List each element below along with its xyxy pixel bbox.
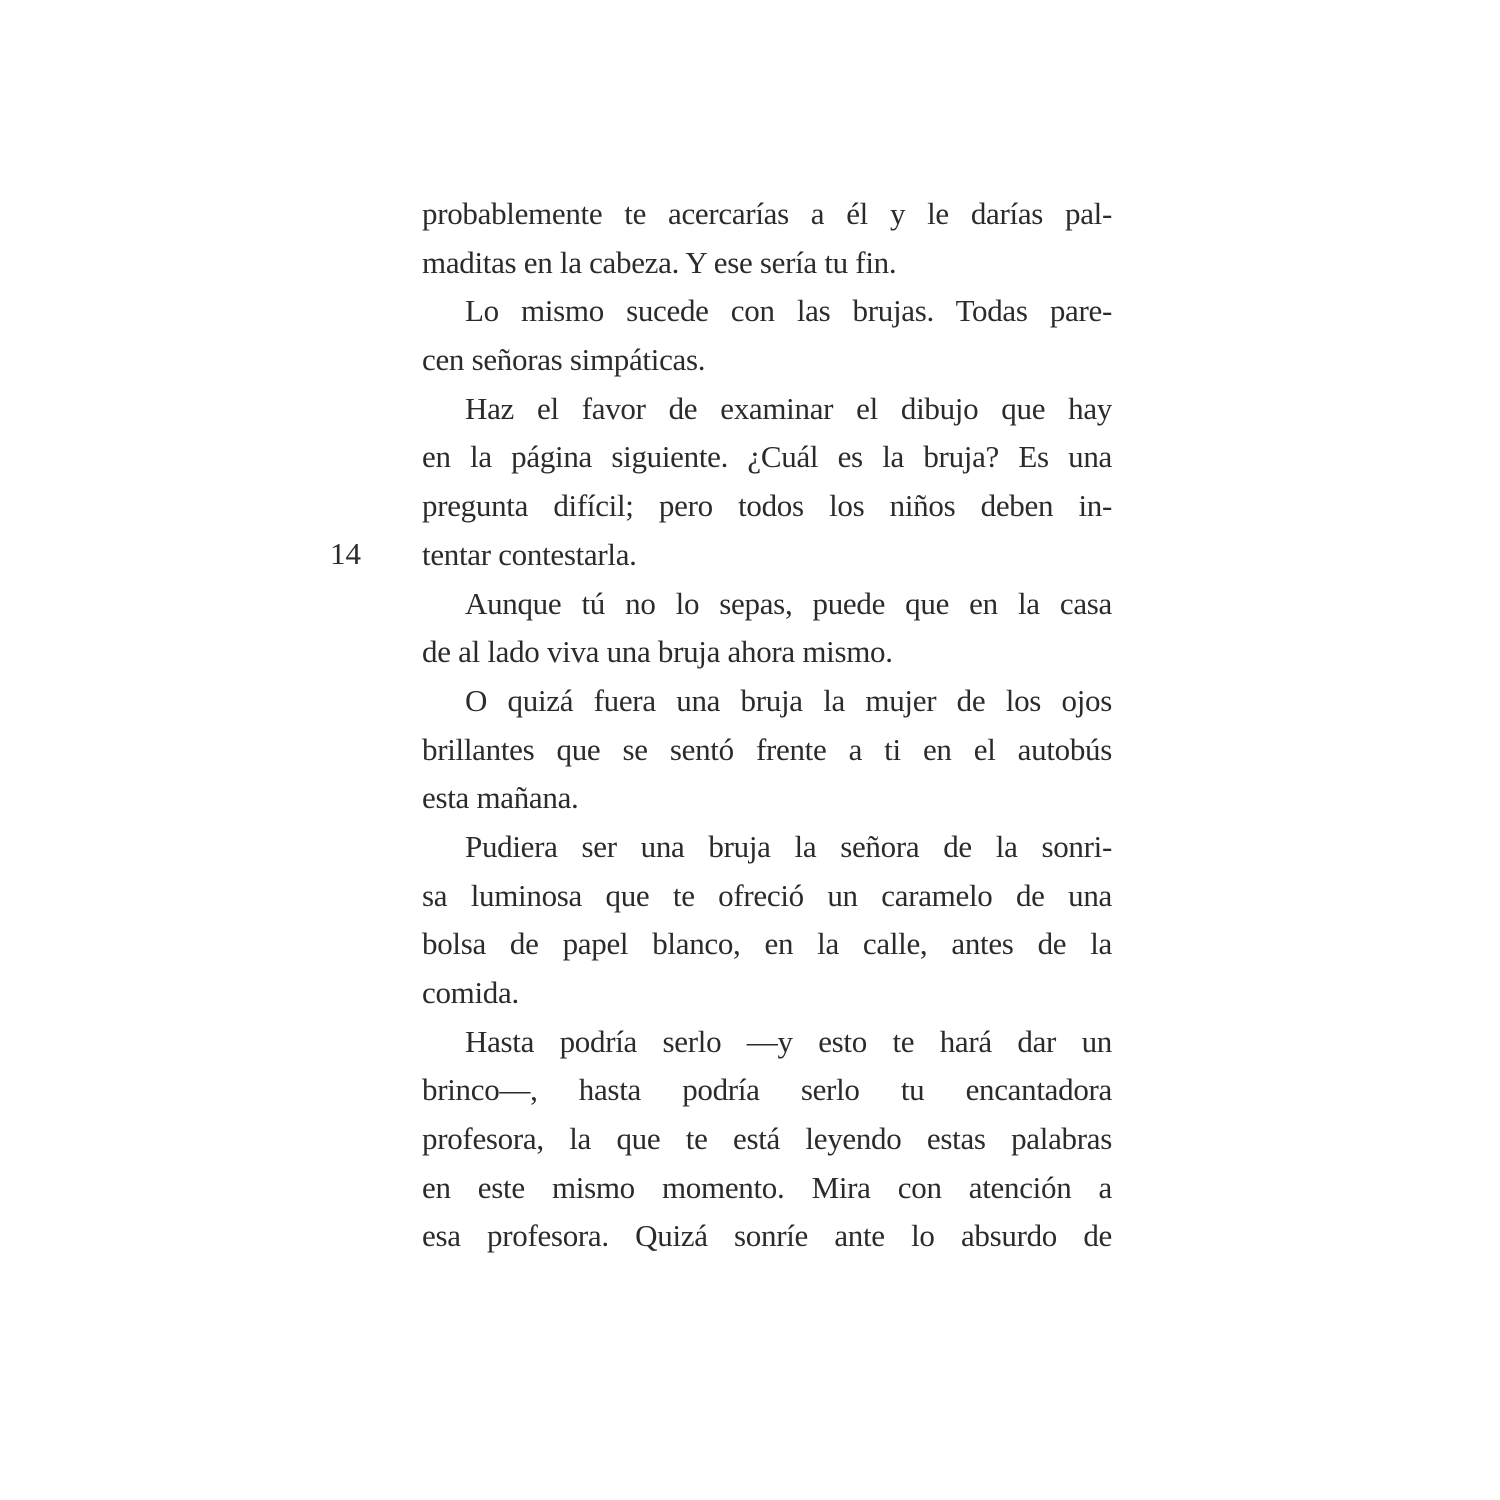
text-line: pregunta difícil; pero todos los niños deben in- [422, 488, 1112, 524]
text-line: en la página siguiente. ¿Cuál es la bruja? Es una [422, 439, 1112, 475]
text-line: Haz el favor de examinar el dibujo que hay [465, 390, 1112, 426]
text-line: maditas en la cabeza. Y ese sería tu fin. [422, 244, 897, 280]
text-line: esta mañana. [422, 780, 579, 816]
text-line: probablemente te acercarías a él y le darías pal- [422, 196, 1112, 231]
text-line: brinco—, hasta podría serlo tu encantadora [422, 1072, 1112, 1108]
text-line: profesora, la que te está leyendo estas palabras [422, 1121, 1112, 1157]
text-line: de al lado viva una bruja ahora mismo. [422, 634, 893, 670]
text-line: esa profesora. Quizá sonríe ante lo absurdo de [422, 1218, 1112, 1254]
paragraph [422, 287, 1112, 384]
text-line: bolsa de papel blanco, en la calle, antes de la [422, 926, 1112, 962]
paragraph [422, 190, 1112, 287]
paragraph [422, 1018, 1112, 1261]
paragraph [422, 580, 1112, 677]
page-number: 14 [330, 536, 361, 571]
text-line: Aunque tú no lo sepas, puede que en la casa [465, 585, 1112, 621]
text-line: Lo mismo sucede con las brujas. Todas pare- [465, 293, 1112, 329]
text-line: sa luminosa que te ofreció un caramelo de una [422, 877, 1112, 913]
paragraph [422, 385, 1112, 580]
paragraph [422, 823, 1112, 1018]
text-line: en este mismo momento. Mira con atención a [422, 1169, 1112, 1205]
text-line: O quizá fuera una bruja la mujer de los ojos [465, 682, 1112, 718]
text-line: brillantes que se sentó frente a ti en el autobús [422, 731, 1112, 767]
body-text [422, 190, 1112, 1261]
paragraph [422, 677, 1112, 823]
text-line: comida. [422, 975, 519, 1010]
text-line: Hasta podría serlo —y esto te hará dar un [465, 1023, 1112, 1059]
text-line: cen señoras simpáticas. [422, 342, 706, 378]
text-line: Pudiera ser una bruja la señora de la sonri- [465, 828, 1112, 864]
text-line: tentar contestarla. [422, 536, 637, 572]
